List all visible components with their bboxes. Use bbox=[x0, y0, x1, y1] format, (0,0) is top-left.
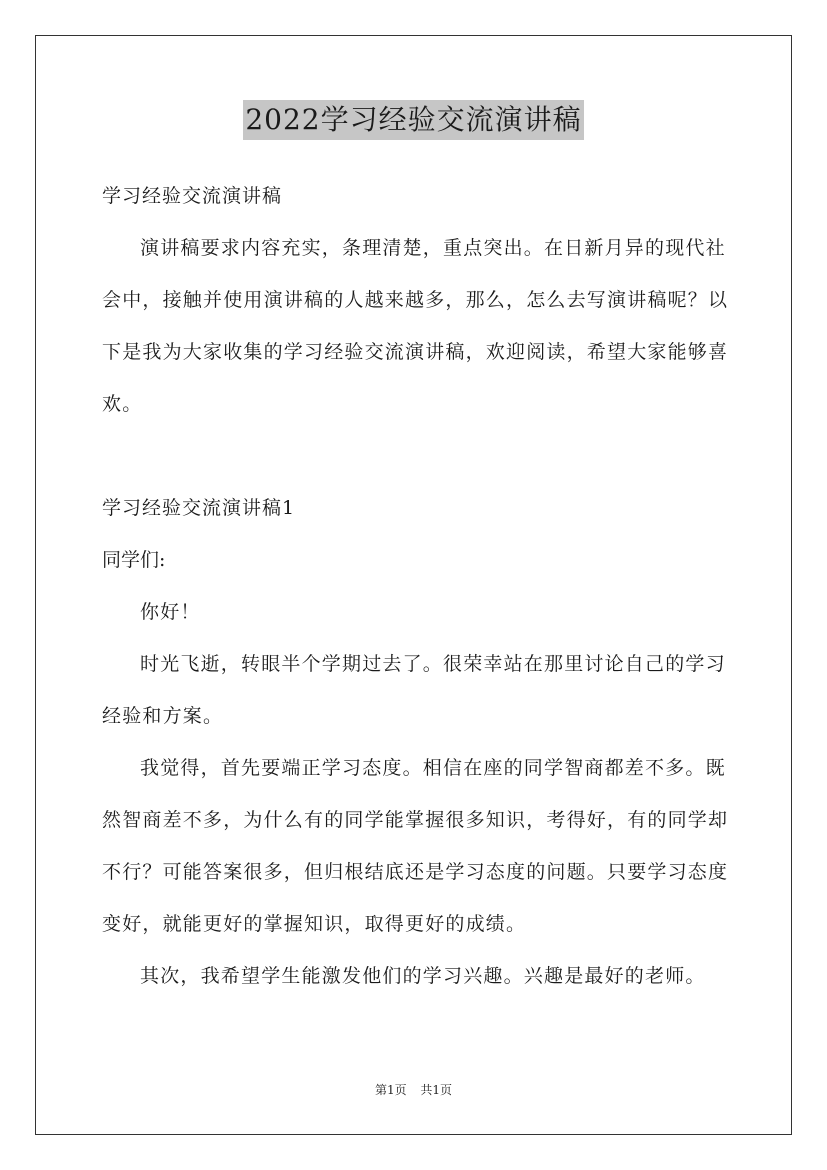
document-body bbox=[102, 170, 732, 1002]
section-title: 学习经验交流演讲稿1 bbox=[102, 497, 296, 519]
document-title: 2022学习经验交流演讲稿 bbox=[243, 100, 583, 140]
blank-line bbox=[102, 430, 732, 482]
salutation: 同学们: bbox=[102, 549, 166, 571]
document-heading: 学习经验交流演讲稿 bbox=[102, 185, 283, 207]
body-paragraph: 其次，我希望学生能激发他们的学习兴趣。兴趣是最好的老师。 bbox=[140, 965, 706, 987]
greeting: 你好！ bbox=[140, 601, 201, 623]
body-paragraph: 时光飞逝，转眼半个学期过去了。很荣幸站在那里讨论自己的学习经验和方案。 bbox=[102, 653, 726, 727]
page-total: 共1页 bbox=[420, 1083, 453, 1097]
intro-paragraph: 演讲稿要求内容充实，条理清楚，重点突出。在日新月异的现代社会中，接触并使用演讲稿的人越来越多，那么，怎么去写演讲稿呢？以下是我为大家收集的学习经验交流演讲稿，欢迎阅读，希望大家能够喜欢。 bbox=[102, 237, 729, 415]
body-paragraph: 我觉得，首先要端正学习态度。相信在座的同学智商都差不多。既然智商差不多，为什么有的同学能掌握很多知识，考得好，有的同学却不行？可能答案很多，但归根结底还是学习态度的问题。只要学习态度变好，就能更好的掌握知识，取得更好的成绩。 bbox=[102, 757, 729, 935]
page-footer bbox=[0, 1082, 827, 1098]
title-container bbox=[0, 100, 827, 140]
page-number: 第1页 bbox=[374, 1083, 407, 1097]
